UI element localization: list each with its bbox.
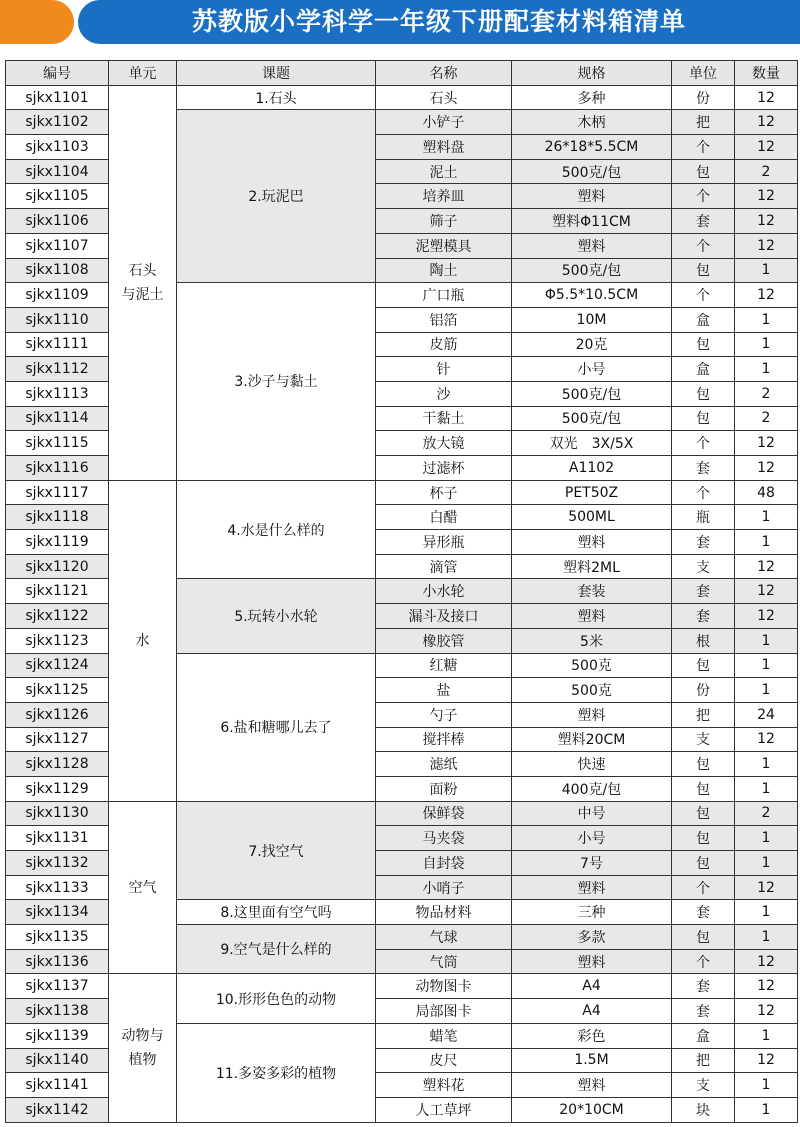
cell-unit: 包 <box>672 826 735 851</box>
cell-qty: 1 <box>735 925 798 950</box>
cell-qty: 1 <box>735 900 798 925</box>
cell-code: sjkx1115 <box>6 431 109 456</box>
header-code: 编号 <box>6 61 109 86</box>
cell-spec: 塑料 <box>512 184 672 209</box>
cell-code: sjkx1121 <box>6 579 109 604</box>
header-spec: 规格 <box>512 61 672 86</box>
cell-qty: 12 <box>735 209 798 234</box>
cell-name: 沙 <box>376 381 512 406</box>
cell-unit: 瓶 <box>672 505 735 530</box>
cell-qty: 12 <box>735 135 798 160</box>
cell-spec: 套装 <box>512 579 672 604</box>
cell-lesson: 10.形形色色的动物 <box>177 974 376 1023</box>
cell-unit: 支 <box>672 727 735 752</box>
cell-code: sjkx1128 <box>6 752 109 777</box>
cell-name: 蜡笔 <box>376 1023 512 1048</box>
cell-qty: 12 <box>735 456 798 481</box>
cell-qty: 48 <box>735 480 798 505</box>
cell-name: 皮尺 <box>376 1048 512 1073</box>
table-row <box>6 480 798 505</box>
cell-code: sjkx1137 <box>6 974 109 999</box>
cell-unit: 个 <box>672 135 735 160</box>
cell-qty: 12 <box>735 999 798 1024</box>
cell-qty: 1 <box>735 1023 798 1048</box>
cell-spec: 500克/包 <box>512 406 672 431</box>
cell-unit: 个 <box>672 233 735 258</box>
cell-spec: 塑料 <box>512 949 672 974</box>
cell-qty: 12 <box>735 875 798 900</box>
cell-unit: 个 <box>672 283 735 308</box>
cell-spec: 彩色 <box>512 1023 672 1048</box>
cell-name: 盐 <box>376 678 512 703</box>
cell-qty: 1 <box>735 530 798 555</box>
cell-spec: 塑料Φ11CM <box>512 209 672 234</box>
cell-unit: 包 <box>672 653 735 678</box>
cell-lesson: 6.盐和糖哪儿去了 <box>177 653 376 801</box>
cell-name: 塑料盘 <box>376 135 512 160</box>
cell-unit: 包 <box>672 381 735 406</box>
header-unit: 单元 <box>109 61 177 86</box>
cell-spec: 7号 <box>512 851 672 876</box>
cell-unit: 套 <box>672 999 735 1024</box>
cell-lesson: 9.空气是什么样的 <box>177 925 376 974</box>
cell-code: sjkx1142 <box>6 1097 109 1122</box>
cell-qty: 12 <box>735 727 798 752</box>
cell-qty: 12 <box>735 85 798 110</box>
table-row <box>6 974 798 999</box>
cell-code: sjkx1112 <box>6 357 109 382</box>
cell-unit: 把 <box>672 702 735 727</box>
unit-label-line: 与泥土 <box>121 286 164 303</box>
cell-unit: 套 <box>672 530 735 555</box>
cell-unit: 包 <box>672 752 735 777</box>
cell-lesson: 11.多姿多彩的植物 <box>177 1023 376 1122</box>
cell-code: sjkx1109 <box>6 283 109 308</box>
table-row <box>6 801 798 826</box>
cell-qty: 12 <box>735 579 798 604</box>
cell-unit <box>109 801 177 974</box>
cell-code: sjkx1104 <box>6 159 109 184</box>
header-measure: 单位 <box>672 61 735 86</box>
unit-label-line: 空气 <box>128 879 157 896</box>
cell-code: sjkx1118 <box>6 505 109 530</box>
cell-spec: 500克 <box>512 653 672 678</box>
cell-code: sjkx1131 <box>6 826 109 851</box>
cell-spec: A4 <box>512 974 672 999</box>
cell-name: 皮筋 <box>376 332 512 357</box>
cell-name: 马夹袋 <box>376 826 512 851</box>
cell-lesson: 4.水是什么样的 <box>177 480 376 579</box>
title-banner <box>0 0 800 50</box>
cell-qty: 12 <box>735 1048 798 1073</box>
cell-qty: 12 <box>735 283 798 308</box>
cell-name: 过滤杯 <box>376 456 512 481</box>
cell-lesson: 7.找空气 <box>177 801 376 900</box>
cell-code: sjkx1110 <box>6 307 109 332</box>
cell-code: sjkx1108 <box>6 258 109 283</box>
cell-code: sjkx1113 <box>6 381 109 406</box>
cell-code: sjkx1129 <box>6 776 109 801</box>
cell-qty: 12 <box>735 554 798 579</box>
cell-unit: 包 <box>672 406 735 431</box>
cell-name: 小哨子 <box>376 875 512 900</box>
cell-name: 泥土 <box>376 159 512 184</box>
cell-code: sjkx1136 <box>6 949 109 974</box>
cell-name: 广口瓶 <box>376 283 512 308</box>
cell-name: 泥塑模具 <box>376 233 512 258</box>
cell-unit: 块 <box>672 1097 735 1122</box>
cell-spec: 塑料 <box>512 530 672 555</box>
cell-qty: 2 <box>735 801 798 826</box>
cell-code: sjkx1105 <box>6 184 109 209</box>
cell-code: sjkx1122 <box>6 604 109 629</box>
cell-spec: 塑料20CM <box>512 727 672 752</box>
header-lesson: 课题 <box>177 61 376 86</box>
cell-lesson: 8.这里面有空气吗 <box>177 900 376 925</box>
cell-qty: 1 <box>735 1073 798 1098</box>
cell-code: sjkx1133 <box>6 875 109 900</box>
cell-spec: A4 <box>512 999 672 1024</box>
cell-qty: 1 <box>735 776 798 801</box>
cell-spec: 中号 <box>512 801 672 826</box>
cell-spec: 多款 <box>512 925 672 950</box>
cell-code: sjkx1139 <box>6 1023 109 1048</box>
cell-name: 培养皿 <box>376 184 512 209</box>
cell-qty: 1 <box>735 826 798 851</box>
cell-code: sjkx1132 <box>6 851 109 876</box>
table-body <box>6 85 798 1122</box>
cell-unit: 份 <box>672 85 735 110</box>
cell-unit: 根 <box>672 628 735 653</box>
cell-name: 保鲜袋 <box>376 801 512 826</box>
cell-unit: 包 <box>672 159 735 184</box>
cell-spec: 塑料 <box>512 1073 672 1098</box>
cell-code: sjkx1126 <box>6 702 109 727</box>
cell-name: 橡胶管 <box>376 628 512 653</box>
cell-qty: 24 <box>735 702 798 727</box>
cell-name: 红糖 <box>376 653 512 678</box>
cell-unit: 个 <box>672 184 735 209</box>
cell-spec: PET50Z <box>512 480 672 505</box>
cell-name: 自封袋 <box>376 851 512 876</box>
cell-unit: 包 <box>672 332 735 357</box>
cell-qty: 2 <box>735 381 798 406</box>
cell-name: 搅拌棒 <box>376 727 512 752</box>
cell-unit: 套 <box>672 579 735 604</box>
cell-spec: 小号 <box>512 826 672 851</box>
cell-spec: 三种 <box>512 900 672 925</box>
unit-label-line: 动物与 <box>121 1028 164 1044</box>
cell-qty: 2 <box>735 406 798 431</box>
cell-qty: 12 <box>735 974 798 999</box>
cell-spec: 500ML <box>512 505 672 530</box>
cell-unit <box>109 480 177 801</box>
cell-qty: 12 <box>735 431 798 456</box>
cell-spec: 小号 <box>512 357 672 382</box>
cell-name: 小水轮 <box>376 579 512 604</box>
cell-unit: 个 <box>672 431 735 456</box>
cell-unit: 包 <box>672 776 735 801</box>
unit-label-line: 植物 <box>128 1052 157 1068</box>
cell-code: sjkx1101 <box>6 85 109 110</box>
cell-unit: 盒 <box>672 1023 735 1048</box>
cell-spec: 快速 <box>512 752 672 777</box>
cell-spec: 多种 <box>512 85 672 110</box>
cell-unit: 盒 <box>672 357 735 382</box>
cell-qty: 12 <box>735 233 798 258</box>
cell-code: sjkx1117 <box>6 480 109 505</box>
cell-spec: Φ5.5*10.5CM <box>512 283 672 308</box>
cell-name: 放大镜 <box>376 431 512 456</box>
cell-unit: 套 <box>672 604 735 629</box>
cell-code: sjkx1127 <box>6 727 109 752</box>
cell-spec: 塑料 <box>512 604 672 629</box>
cell-name: 动物图卡 <box>376 974 512 999</box>
cell-name: 勺子 <box>376 702 512 727</box>
cell-code: sjkx1123 <box>6 628 109 653</box>
cell-qty: 1 <box>735 1097 798 1122</box>
cell-unit: 个 <box>672 480 735 505</box>
cell-qty: 12 <box>735 110 798 135</box>
cell-qty: 12 <box>735 949 798 974</box>
cell-code: sjkx1138 <box>6 999 109 1024</box>
cell-qty: 1 <box>735 258 798 283</box>
cell-code: sjkx1124 <box>6 653 109 678</box>
page-title: 苏教版小学科学一年级下册配套材料箱清单 <box>191 7 686 36</box>
cell-unit: 套 <box>672 974 735 999</box>
cell-code: sjkx1114 <box>6 406 109 431</box>
cell-lesson: 1.石头 <box>177 85 376 110</box>
cell-unit: 把 <box>672 1048 735 1073</box>
cell-spec: 20*10CM <box>512 1097 672 1122</box>
cell-qty: 1 <box>735 307 798 332</box>
cell-name: 筛子 <box>376 209 512 234</box>
cell-code: sjkx1135 <box>6 925 109 950</box>
table-row <box>6 85 798 110</box>
cell-spec: 塑料2ML <box>512 554 672 579</box>
cell-name: 石头 <box>376 85 512 110</box>
unit-label-line: 石头 <box>128 262 157 279</box>
cell-code: sjkx1103 <box>6 135 109 160</box>
cell-spec: 塑料 <box>512 875 672 900</box>
cell-spec: 1.5M <box>512 1048 672 1073</box>
cell-lesson: 3.沙子与黏土 <box>177 283 376 481</box>
cell-unit: 包 <box>672 258 735 283</box>
cell-unit: 个 <box>672 949 735 974</box>
cell-code: sjkx1107 <box>6 233 109 258</box>
cell-code: sjkx1134 <box>6 900 109 925</box>
cell-spec: 500克/包 <box>512 381 672 406</box>
cell-unit: 包 <box>672 925 735 950</box>
cell-name: 铝箔 <box>376 307 512 332</box>
cell-name: 人工草坪 <box>376 1097 512 1122</box>
cell-unit: 包 <box>672 851 735 876</box>
cell-qty: 1 <box>735 752 798 777</box>
cell-spec: A1102 <box>512 456 672 481</box>
cell-qty: 1 <box>735 505 798 530</box>
cell-code: sjkx1102 <box>6 110 109 135</box>
cell-name: 气球 <box>376 925 512 950</box>
banner-orange-tab <box>0 0 74 44</box>
unit-label-line: 水 <box>135 632 150 649</box>
cell-spec: 双光 3X/5X <box>512 431 672 456</box>
cell-name: 针 <box>376 357 512 382</box>
cell-spec: 5米 <box>512 628 672 653</box>
cell-unit: 包 <box>672 801 735 826</box>
cell-unit: 份 <box>672 678 735 703</box>
table-header-row <box>6 61 798 86</box>
cell-spec: 500克 <box>512 678 672 703</box>
cell-name: 陶土 <box>376 258 512 283</box>
cell-code: sjkx1120 <box>6 554 109 579</box>
cell-name: 滴管 <box>376 554 512 579</box>
cell-unit: 把 <box>672 110 735 135</box>
cell-code: sjkx1130 <box>6 801 109 826</box>
cell-lesson: 2.玩泥巴 <box>177 110 376 283</box>
cell-unit: 套 <box>672 456 735 481</box>
cell-name: 局部图卡 <box>376 999 512 1024</box>
cell-unit: 个 <box>672 875 735 900</box>
cell-name: 物品材料 <box>376 900 512 925</box>
cell-name: 白醋 <box>376 505 512 530</box>
cell-name: 异形瓶 <box>376 530 512 555</box>
cell-name: 小铲子 <box>376 110 512 135</box>
cell-unit: 套 <box>672 900 735 925</box>
cell-unit <box>109 974 177 1122</box>
cell-name: 气筒 <box>376 949 512 974</box>
cell-qty: 1 <box>735 678 798 703</box>
cell-qty: 1 <box>735 628 798 653</box>
cell-code: sjkx1140 <box>6 1048 109 1073</box>
cell-qty: 1 <box>735 332 798 357</box>
cell-name: 杯子 <box>376 480 512 505</box>
header-name: 名称 <box>376 61 512 86</box>
cell-spec: 500克/包 <box>512 159 672 184</box>
cell-code: sjkx1141 <box>6 1073 109 1098</box>
cell-name: 面粉 <box>376 776 512 801</box>
cell-code: sjkx1125 <box>6 678 109 703</box>
cell-unit: 套 <box>672 209 735 234</box>
header-quantity: 数量 <box>735 61 798 86</box>
cell-qty: 12 <box>735 604 798 629</box>
cell-qty: 12 <box>735 184 798 209</box>
cell-name: 滤纸 <box>376 752 512 777</box>
cell-name: 塑料花 <box>376 1073 512 1098</box>
cell-unit: 支 <box>672 1073 735 1098</box>
cell-unit: 支 <box>672 554 735 579</box>
cell-qty: 1 <box>735 653 798 678</box>
cell-unit <box>109 85 177 480</box>
cell-spec: 500克/包 <box>512 258 672 283</box>
cell-spec: 塑料 <box>512 233 672 258</box>
cell-code: sjkx1106 <box>6 209 109 234</box>
cell-qty: 1 <box>735 357 798 382</box>
cell-qty: 1 <box>735 851 798 876</box>
cell-spec: 塑料 <box>512 702 672 727</box>
cell-code: sjkx1116 <box>6 456 109 481</box>
cell-code: sjkx1119 <box>6 530 109 555</box>
cell-qty: 2 <box>735 159 798 184</box>
cell-lesson: 5.玩转小水轮 <box>177 579 376 653</box>
cell-spec: 26*18*5.5CM <box>512 135 672 160</box>
cell-spec: 10M <box>512 307 672 332</box>
cell-name: 干黏土 <box>376 406 512 431</box>
cell-spec: 400克/包 <box>512 776 672 801</box>
cell-code: sjkx1111 <box>6 332 109 357</box>
cell-name: 漏斗及接口 <box>376 604 512 629</box>
cell-spec: 20克 <box>512 332 672 357</box>
cell-unit: 盒 <box>672 307 735 332</box>
cell-spec: 木柄 <box>512 110 672 135</box>
materials-table <box>5 60 798 1123</box>
